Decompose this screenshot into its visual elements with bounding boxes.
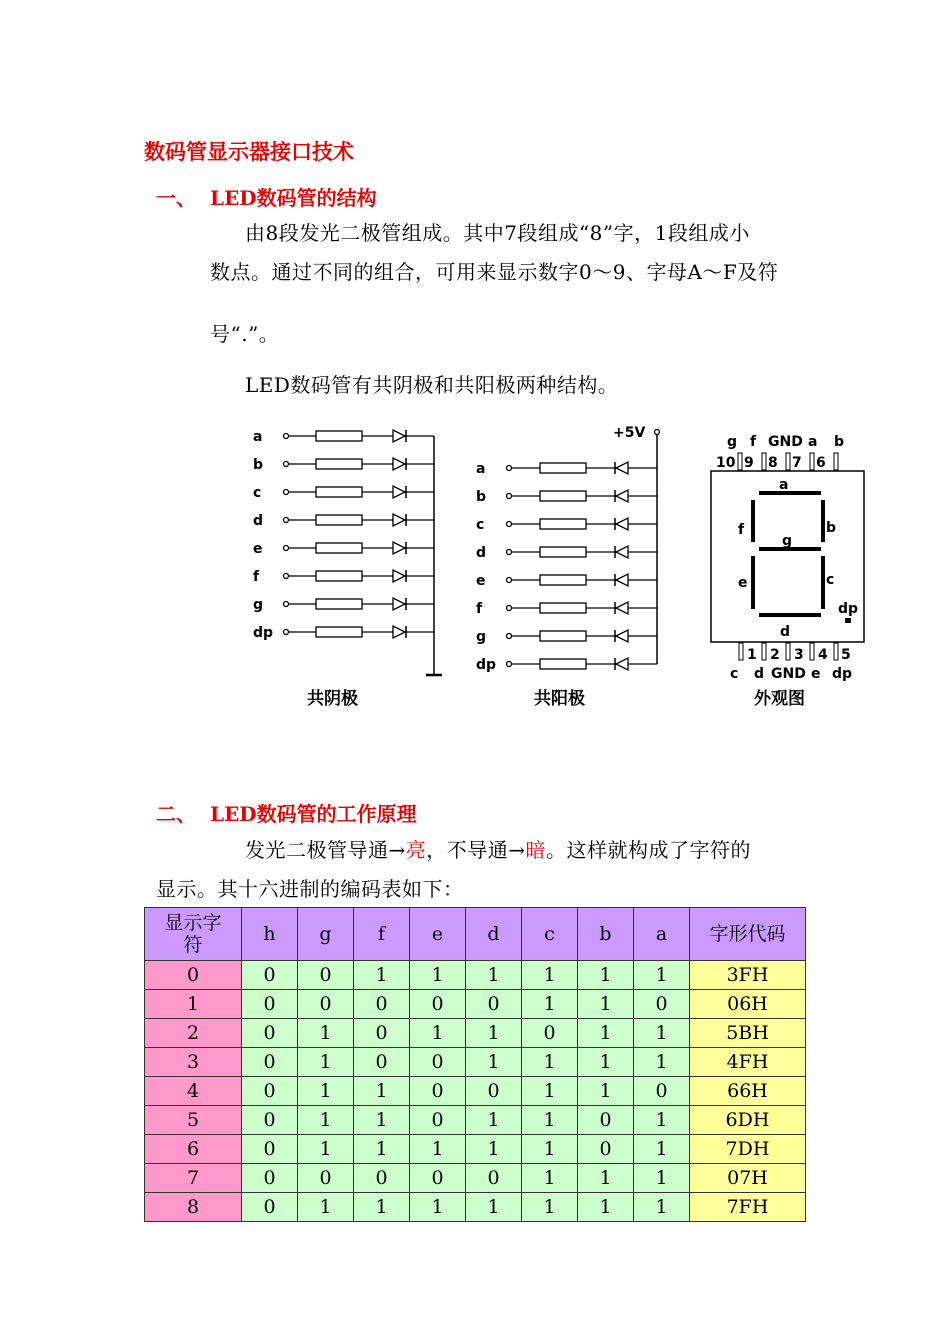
table-row <box>145 1106 806 1135</box>
bottom-pin-name: GND <box>771 666 806 682</box>
row-bit: 1 <box>522 1164 578 1193</box>
row-bit: 1 <box>522 1048 578 1077</box>
row-bit: 1 <box>522 1135 578 1164</box>
diode <box>616 546 628 558</box>
diode <box>393 598 405 610</box>
outline-caption: 外观图 <box>754 689 805 709</box>
row-bit: 0 <box>410 1106 466 1135</box>
display-outline-diagram <box>711 434 864 709</box>
table-row <box>145 1164 806 1193</box>
row-char: 0 <box>145 961 242 990</box>
header-bit-d: d <box>466 908 522 961</box>
segment-label: b <box>826 520 837 536</box>
diode <box>393 486 405 498</box>
bottom-pin-number: 3 <box>794 647 804 663</box>
pin-terminal <box>507 606 512 611</box>
supply-label: +5V <box>613 425 646 441</box>
section-1-para-line-2: 数点。通过不同的组合，可用来显示数字0～9、字母A～F及符 <box>210 260 779 284</box>
resistor <box>540 547 586 557</box>
segment-c <box>821 556 825 609</box>
supply-terminal <box>655 430 660 435</box>
diode <box>393 458 405 470</box>
top-pin-leg <box>834 453 838 470</box>
row-bit: 1 <box>522 961 578 990</box>
row-code: 7DH <box>690 1135 806 1164</box>
arrow-1: → <box>388 838 406 862</box>
row-bit: 1 <box>466 1193 522 1222</box>
pin-terminal <box>507 578 512 583</box>
bottom-pin-leg <box>786 643 790 660</box>
table-row <box>145 1135 806 1164</box>
row-bit: 1 <box>354 1135 410 1164</box>
row-bit: 1 <box>634 1048 690 1077</box>
row-code: 6DH <box>690 1106 806 1135</box>
bottom-pin-leg <box>834 643 838 660</box>
row-bit: 0 <box>466 990 522 1019</box>
row-bit: 0 <box>242 1019 298 1048</box>
row-bit: 0 <box>410 1048 466 1077</box>
row-char: 7 <box>145 1164 242 1193</box>
row-bit: 1 <box>634 1193 690 1222</box>
section-1-para-line-3: 号“.”。 <box>210 322 280 346</box>
row-bit: 1 <box>466 1048 522 1077</box>
top-pin-name: GND <box>768 434 803 450</box>
row-bit: 1 <box>578 1164 634 1193</box>
top-pin-number: 9 <box>744 455 754 471</box>
segment-label: d <box>780 624 791 640</box>
row-bit: 1 <box>354 1193 410 1222</box>
bottom-pin-leg <box>810 643 814 660</box>
pin-terminal <box>284 462 289 467</box>
row-bit: 1 <box>578 1193 634 1222</box>
row-bit: 1 <box>466 961 522 990</box>
pin-terminal <box>507 634 512 639</box>
row-bit: 0 <box>354 1019 410 1048</box>
diode <box>393 430 405 442</box>
row-bit: 1 <box>634 1106 690 1135</box>
row-bit: 0 <box>354 1048 410 1077</box>
row-code: 3FH <box>690 961 806 990</box>
common-anode-diagram <box>476 425 660 709</box>
pin-terminal <box>284 518 289 523</box>
row-bit: 1 <box>466 1106 522 1135</box>
bottom-pin-number: 4 <box>818 647 828 663</box>
row-bit: 1 <box>354 1077 410 1106</box>
row-bit: 0 <box>578 1135 634 1164</box>
pin-terminal <box>507 662 512 667</box>
diode <box>616 574 628 586</box>
bottom-pin-leg <box>762 643 766 660</box>
row-bit: 0 <box>242 1048 298 1077</box>
diode <box>616 658 628 670</box>
row-bit: 0 <box>354 990 410 1019</box>
cathode-pin-label: b <box>253 457 264 473</box>
top-pin-leg <box>810 453 814 470</box>
header-bit-b: b <box>578 908 634 961</box>
resistor <box>540 575 586 585</box>
row-bit: 1 <box>298 1077 354 1106</box>
row-bit: 1 <box>634 1019 690 1048</box>
row-code: 5BH <box>690 1019 806 1048</box>
row-char: 1 <box>145 990 242 1019</box>
row-bit: 1 <box>354 961 410 990</box>
top-pin-name: f <box>750 434 757 450</box>
cathode-pin-label: a <box>253 429 263 445</box>
section-1-para-2: LED数码管有共阴极和共阳极两种结构。 <box>245 373 619 397</box>
row-bit: 0 <box>242 990 298 1019</box>
table-row <box>145 1048 806 1077</box>
segment-label: e <box>738 575 748 591</box>
diode <box>393 514 405 526</box>
row-bit: 0 <box>634 990 690 1019</box>
diode <box>616 462 628 474</box>
row-char: 5 <box>145 1106 242 1135</box>
row-bit: 1 <box>578 1077 634 1106</box>
segment-b <box>821 500 825 542</box>
pin-terminal <box>284 546 289 551</box>
row-bit: 1 <box>410 1135 466 1164</box>
header-code: 字形代码 <box>690 908 806 961</box>
row-bit: 1 <box>410 1019 466 1048</box>
bottom-pin-leg <box>739 643 743 660</box>
table-row <box>145 1019 806 1048</box>
text-conduct: 发光二极管导通 <box>245 838 389 862</box>
pin-terminal <box>284 490 289 495</box>
row-char: 4 <box>145 1077 242 1106</box>
row-bit: 0 <box>410 1164 466 1193</box>
segment-label: c <box>826 572 835 588</box>
row-bit: 0 <box>466 1077 522 1106</box>
row-bit: 0 <box>242 1135 298 1164</box>
bottom-pin-name: dp <box>832 666 853 682</box>
anode-pin-label: dp <box>476 657 497 673</box>
row-char: 8 <box>145 1193 242 1222</box>
bottom-pin-name: e <box>811 666 821 682</box>
header-bit-a: a <box>634 908 690 961</box>
diode <box>393 570 405 582</box>
section-1-number: 一、 <box>156 186 196 210</box>
table-row <box>145 961 806 990</box>
row-bit: 0 <box>578 1106 634 1135</box>
cathode-pin-label: dp <box>253 625 274 641</box>
anode-pin-label: b <box>476 489 487 505</box>
section-2-para-line-1 <box>245 834 751 863</box>
cathode-pin-label: f <box>253 569 260 585</box>
top-pin-number: 6 <box>816 455 826 471</box>
segment-a <box>759 491 821 495</box>
bottom-pin-number: 1 <box>747 647 757 663</box>
row-code: 07H <box>690 1164 806 1193</box>
row-bit: 1 <box>298 1106 354 1135</box>
row-bit: 1 <box>354 1106 410 1135</box>
page-title: 数码管显示器接口技术 <box>144 139 354 164</box>
header-bit-e: e <box>410 908 466 961</box>
cathode-caption: 共阴极 <box>307 689 358 709</box>
row-code: 06H <box>690 990 806 1019</box>
resistor <box>540 631 586 641</box>
top-pin-leg <box>738 453 742 470</box>
anode-pin-label: g <box>476 629 487 645</box>
segment-code-table <box>144 907 806 1222</box>
resistor <box>316 571 362 581</box>
row-bit: 0 <box>242 1106 298 1135</box>
segment-d <box>759 613 821 617</box>
row-bit: 1 <box>466 1019 522 1048</box>
resistor <box>540 491 586 501</box>
section-2-number: 二、 <box>156 802 196 826</box>
pin-terminal <box>284 602 289 607</box>
header-bit-h: h <box>242 908 298 961</box>
segment-f <box>751 500 755 542</box>
row-char: 2 <box>145 1019 242 1048</box>
row-bit: 1 <box>578 1019 634 1048</box>
header-char <box>145 908 242 961</box>
row-bit: 1 <box>634 961 690 990</box>
cathode-pin-label: e <box>253 541 263 557</box>
word-on: 亮 <box>405 838 427 862</box>
row-bit: 0 <box>410 1077 466 1106</box>
row-bit: 1 <box>298 1019 354 1048</box>
pin-terminal <box>284 630 289 635</box>
row-bit: 1 <box>578 1048 634 1077</box>
resistor <box>540 603 586 613</box>
row-bit: 1 <box>634 1164 690 1193</box>
row-bit: 0 <box>522 1019 578 1048</box>
section-2-heading <box>156 798 417 827</box>
row-bit: 0 <box>242 1164 298 1193</box>
row-bit: 1 <box>410 1193 466 1222</box>
row-bit: 0 <box>410 990 466 1019</box>
header-bit-f: f <box>354 908 410 961</box>
resistor <box>540 659 586 669</box>
header-char-line-2: 符 <box>183 934 203 956</box>
pin-terminal <box>284 434 289 439</box>
row-bit: 0 <box>466 1164 522 1193</box>
row-bit: 1 <box>522 1193 578 1222</box>
row-bit: 0 <box>298 990 354 1019</box>
row-bit: 1 <box>634 1135 690 1164</box>
pin-terminal <box>507 522 512 527</box>
top-pin-name: b <box>834 434 845 450</box>
row-bit: 1 <box>522 1077 578 1106</box>
top-pin-number: 7 <box>792 455 802 471</box>
row-bit: 1 <box>298 1193 354 1222</box>
common-cathode-diagram <box>253 429 442 709</box>
top-pin-name: g <box>727 434 738 450</box>
row-bit: 0 <box>354 1164 410 1193</box>
segment-label: a <box>779 477 789 493</box>
cathode-pin-label: c <box>253 485 262 501</box>
resistor <box>316 487 362 497</box>
diode <box>616 490 628 502</box>
diode <box>616 518 628 530</box>
table-row <box>145 990 806 1019</box>
top-pin-number: 10 <box>716 455 736 471</box>
bottom-pin-name: c <box>730 666 739 682</box>
row-bit: 1 <box>298 1048 354 1077</box>
section-2-title: LED数码管的工作原理 <box>210 802 417 826</box>
diode <box>616 602 628 614</box>
text-display: 。这样就构成了字符的 <box>546 838 752 862</box>
row-bit: 1 <box>578 961 634 990</box>
row-bit: 1 <box>578 990 634 1019</box>
row-bit: 1 <box>298 1135 354 1164</box>
anode-pin-label: d <box>476 545 487 561</box>
row-bit: 0 <box>298 1164 354 1193</box>
row-char: 3 <box>145 1048 242 1077</box>
resistor <box>316 543 362 553</box>
header-bit-g: g <box>298 908 354 961</box>
table-row <box>145 1077 806 1106</box>
section-1-para-line-1: 由8段发光二极管组成。其中7段组成“8”字，1段组成小 <box>245 221 750 245</box>
row-char: 6 <box>145 1135 242 1164</box>
pin-terminal <box>507 550 512 555</box>
segment-label: g <box>782 533 793 549</box>
resistor <box>540 463 586 473</box>
resistor <box>316 599 362 609</box>
header-char-line-1: 显示字 <box>164 912 222 934</box>
diode <box>616 630 628 642</box>
row-code: 4FH <box>690 1048 806 1077</box>
segment-label: f <box>738 522 745 538</box>
segment-label: dp <box>838 601 859 617</box>
row-bit: 1 <box>466 1135 522 1164</box>
word-off: 暗 <box>525 838 547 862</box>
top-pin-leg <box>786 453 790 470</box>
row-code: 66H <box>690 1077 806 1106</box>
row-bit: 1 <box>410 961 466 990</box>
cathode-pin-label: g <box>253 597 264 613</box>
bottom-pin-name: d <box>754 666 765 682</box>
table-row <box>145 1193 806 1222</box>
anode-caption: 共阳极 <box>534 689 585 709</box>
table-header-row <box>145 908 806 961</box>
anode-pin-label: a <box>476 461 486 477</box>
diode <box>393 626 405 638</box>
anode-pin-label: c <box>476 517 485 533</box>
row-bit: 0 <box>242 1077 298 1106</box>
segment-dp <box>845 618 851 623</box>
row-bit: 0 <box>242 1193 298 1222</box>
section-1-title: LED数码管的结构 <box>210 186 377 210</box>
text-not-conduct: ，不导通 <box>426 838 509 862</box>
row-bit: 0 <box>242 961 298 990</box>
section-2-para-line-2: 显示。其十六进制的编码表如下： <box>156 877 464 901</box>
resistor <box>316 515 362 525</box>
cathode-pin-label: d <box>253 513 264 529</box>
top-pin-number: 8 <box>768 455 778 471</box>
row-code: 7FH <box>690 1193 806 1222</box>
pin-terminal <box>507 466 512 471</box>
pin-terminal <box>507 494 512 499</box>
anode-pin-label: e <box>476 573 486 589</box>
resistor <box>540 519 586 529</box>
anode-pin-label: f <box>476 601 483 617</box>
resistor <box>316 627 362 637</box>
resistor <box>316 459 362 469</box>
top-pin-leg <box>762 453 766 470</box>
resistor <box>316 431 362 441</box>
row-bit: 0 <box>634 1077 690 1106</box>
header-bit-c: c <box>522 908 578 961</box>
bottom-pin-number: 2 <box>770 647 780 663</box>
row-bit: 1 <box>522 1106 578 1135</box>
pin-terminal <box>284 574 289 579</box>
segment-e <box>751 556 755 609</box>
row-bit: 1 <box>522 990 578 1019</box>
top-pin-name: a <box>808 434 818 450</box>
bottom-pin-number: 5 <box>841 647 851 663</box>
diode <box>393 542 405 554</box>
row-bit: 0 <box>298 961 354 990</box>
arrow-2: → <box>508 838 526 862</box>
